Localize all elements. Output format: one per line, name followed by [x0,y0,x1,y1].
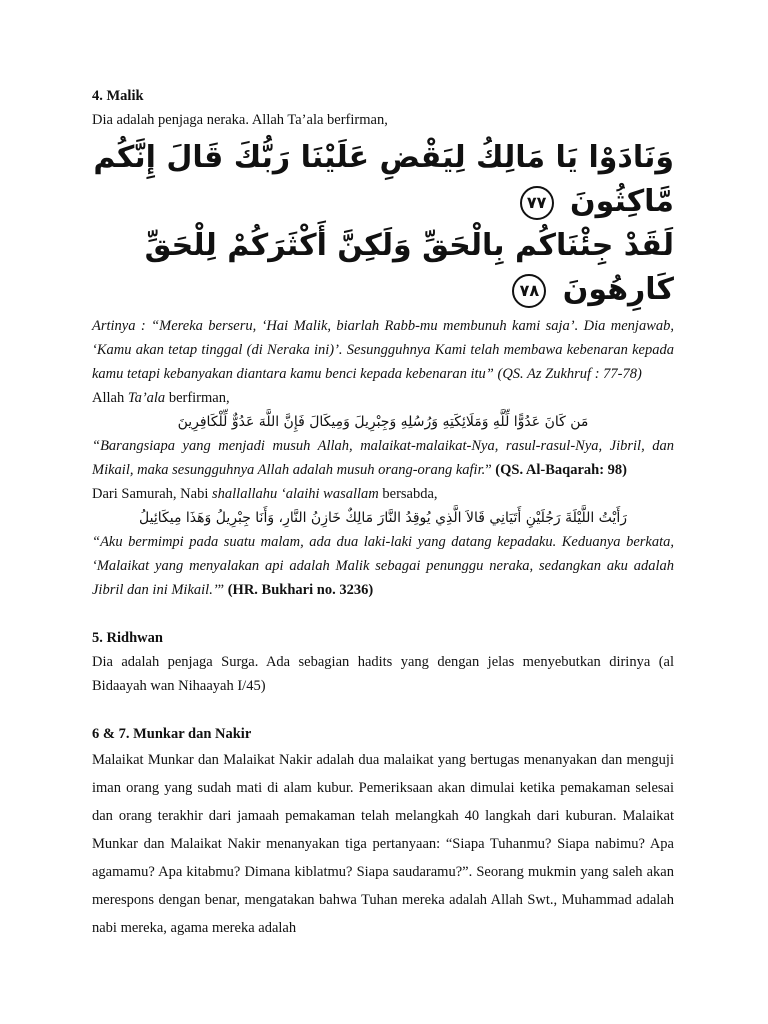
verse-translation: Artinya : “Mereka berseru, ‘Hai Malik, biarlah Rabb-mu membunuh kami saja’. Dia menjawab, ‘Kamu akan tetap tinggal (di Neraka ini)’. Sesungguhnya Kami telah membawa kebenaran kepada kamu tetapi kebanyakan diantara kamu benci kepada kebenaran itu” (QS. Az Zukhruf : 77-78) [92,318,674,382]
spacer [92,602,674,626]
hadith-translation: “Aku bermimpi pada suatu malam, ada dua laki-laki yang datang kepadaku. Keduanya berkata, ‘Malaikat yang menyalakan api adalah Malik sebagai penunggu neraka, sedangkan aku adalah Jibril dan ini Mikail.’” (HR. Bukhari no. 3236) [92,534,674,598]
spacer [92,698,674,722]
ayah-number-mark-1: ٧٧ [520,186,554,220]
quran-verse-text-1: وَنَادَوْا يَا مَالِكُ لِيَقْضِ عَلَيْنَا رَبُّكَ قَالَ إِنَّكُم مَّاكِثُونَ [93,140,674,219]
hadith-reference: (HR. Bukhari no. 3236) [227,582,374,598]
section-heading-munkar-nakir: 6 & 7. Munkar dan Nakir [92,726,252,742]
arabic-verse-baqarah: مَن كَانَ عَدُوًّا لِّلَّهِ وَمَلَائِكَتِهِ وَرُسُلِهِ وَجِبْرِيلَ وَمِيكَالَ فَإِنَّ اللَّهَ عَدُوٌّ لِّلْكَافِرِينَ [177,414,589,430]
baqarah-translation: “Barangsiapa yang menjadi musuh Allah, malaikat-malaikat-Nya, rasul-rasul-Nya, Jibril, dan Mikail, maka sesungguhnya Allah adalah musuh orang-orang kafir.” (QS. Al-Baqarah: 98) [92,438,674,478]
quran-verse-line-2 [92,224,674,312]
arabic-hadith: رَأَيْتُ اللَّيْلَةَ رَجُلَيْنِ أَتَيَانِي قَالاَ الَّذِي يُوقِدُ النَّارَ مَالِكٌ خَازِنُ النَّارِ، وَأَنَا جِبْرِيلُ وَهَذَا مِيكَائِيلُ [139,510,627,526]
munkar-nakir-text: Malaikat Munkar dan Malaikat Nakir adalah dua malaikat yang bertugas menanyakan dan menguji iman orang yang sudah mati di alam kubur. Pemeriksaan akan dimulai ketika pemakaman selesai dan orang terakhir dari jamaah pemakaman telah melangkah 40 langkah dari kuburan. Malaikat Munkar dan Malaikat Nakir menanyakan tiga pertanyaan: “Siapa Tuhanmu? Siapa nabimu? Apa agamamu? Apa kitabmu? Dimana kiblatmu? Siapa saudaramu?”. Seorang mukmin yang saleh akan merespons dengan benar, mengatakan bahwa Tuhan mereka adalah Allah Swt., Muhammad adalah nabi mereka, agama mereka adalah [92,752,674,936]
ayah-number-mark-2: ٧٨ [512,274,546,308]
document-content [92,84,674,942]
quran-verse-text-2: لَقَدْ جِئْنَاكُم بِالْحَقِّ وَلَكِنَّ أَكْثَرَكُمْ لِلْحَقِّ كَارِهُونَ [144,228,674,307]
samurah-line: Dari Samurah, Nabi shallallahu ‘alaihi wasallam bersabda, [92,486,438,502]
ridhwan-text: Dia adalah penjaga Surga. Ada sebagian hadits yang dengan jelas menyebutkan dirinya (al Bidaayah wan Nihaayah I/45) [92,654,674,694]
section-heading-ridhwan: 5. Ridhwan [92,630,163,646]
malik-intro: Dia adalah penjaga neraka. Allah Ta’ala berfirman, [92,112,388,128]
quran-verse-block [92,136,674,312]
allah-says-line: Allah Ta’ala berfirman, [92,390,230,406]
baqarah-reference: (QS. Al-Baqarah: 98) [495,462,628,478]
section-heading-malik: 4. Malik [92,88,144,104]
quran-verse-line-1 [92,136,674,224]
